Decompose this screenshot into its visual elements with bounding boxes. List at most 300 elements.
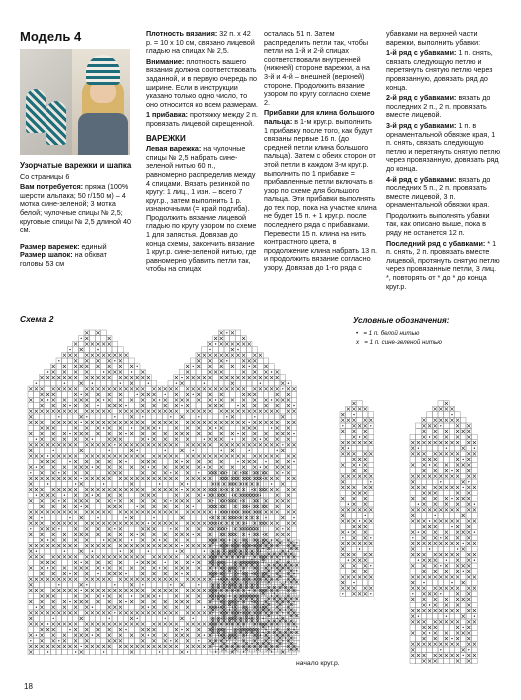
chart-cell <box>90 431 96 437</box>
stitch-teal <box>52 522 55 525</box>
chart-cell <box>368 434 374 440</box>
stitch-teal <box>40 460 43 463</box>
stitch-teal <box>186 494 189 497</box>
stitch-teal <box>52 454 55 457</box>
chart-cell <box>168 403 174 409</box>
stitch-teal <box>85 538 88 541</box>
stitch-teal <box>152 438 155 441</box>
chart-cell <box>280 425 286 431</box>
stitch-teal <box>96 488 99 491</box>
chart-cell <box>157 638 163 644</box>
chart-cell <box>78 352 84 358</box>
stitch-teal <box>152 410 155 413</box>
chart-cell <box>291 436 297 442</box>
stitch-teal <box>147 527 150 530</box>
stitch-teal <box>264 432 267 435</box>
stitch-teal <box>63 398 66 401</box>
stitch-teal <box>124 387 127 390</box>
chart-cell <box>34 448 40 454</box>
stitch-teal <box>186 510 189 513</box>
stitch-teal <box>175 527 178 530</box>
stitch-teal <box>186 376 189 379</box>
stitch-teal <box>119 376 122 379</box>
stitch-white <box>69 433 70 434</box>
stitch-white <box>103 371 104 372</box>
stitch-white <box>165 394 166 395</box>
chart-cell <box>118 515 124 521</box>
chart-cell <box>196 649 202 655</box>
stitch-teal <box>108 494 111 497</box>
stitch-white <box>97 517 98 518</box>
chart-cell <box>416 457 422 463</box>
chart-cell <box>202 347 208 353</box>
last-row-label: Последний ряд с убавками: <box>386 238 486 248</box>
stitch-teal <box>113 354 116 357</box>
stitch-white <box>181 461 182 462</box>
chart-cell <box>190 649 196 655</box>
stitch-teal <box>175 499 178 502</box>
stitch-teal <box>52 426 55 429</box>
stitch-teal <box>192 454 195 457</box>
note-text: плотность вашего вязания должна соответствовать заданной, и в первую очередь по ширине. Если в инструкции указано только одно число, то оно относится ко всем размерам. <box>146 56 258 109</box>
chart-cell <box>34 582 40 588</box>
stitch-teal <box>91 454 94 457</box>
stitch-teal <box>80 348 83 351</box>
stitch-teal <box>169 477 172 480</box>
stitch-teal <box>35 421 38 424</box>
chart-cell <box>28 627 34 633</box>
stitch-teal <box>197 443 200 446</box>
stitch-teal <box>40 533 43 536</box>
stitch-teal <box>119 454 122 457</box>
stitch-teal <box>164 443 167 446</box>
chart-cell <box>196 504 202 510</box>
stitch-teal <box>287 527 290 530</box>
stitch-white <box>282 528 283 529</box>
stitch-teal <box>180 482 183 485</box>
chart-cell <box>410 602 416 608</box>
stitch-teal <box>80 365 83 368</box>
stitch-teal <box>292 443 295 446</box>
chart-cell <box>196 604 202 610</box>
stitch-teal <box>52 398 55 401</box>
size-hat-label: Размер шапок: <box>20 250 73 260</box>
chart-cell <box>90 593 96 599</box>
chart-cell <box>134 464 140 470</box>
stitch-teal <box>63 510 66 513</box>
chart-cell <box>213 380 219 386</box>
chart-cell <box>168 560 174 566</box>
chart-cell <box>455 412 461 418</box>
chart-cell <box>90 397 96 403</box>
chart-cell <box>56 627 62 633</box>
chart-cell <box>421 546 427 552</box>
stitch-teal <box>175 438 178 441</box>
stitch-teal <box>276 426 279 429</box>
chart-cell <box>157 526 163 532</box>
chart-cell <box>346 479 352 485</box>
chart-cell <box>179 408 185 414</box>
stitch-teal <box>220 438 223 441</box>
chart-cell <box>466 613 472 619</box>
chart-cell <box>140 380 146 386</box>
stitch-teal <box>152 398 155 401</box>
chart-cell <box>224 397 230 403</box>
chart-cell <box>280 436 286 442</box>
chart-cell <box>190 582 196 588</box>
chart-cell <box>95 537 101 543</box>
chart-cell <box>449 513 455 519</box>
stitch-teal <box>96 454 99 457</box>
stitch-teal <box>147 410 150 413</box>
chart-cell <box>45 532 51 538</box>
chart-cell <box>427 479 433 485</box>
stitch-teal <box>203 410 206 413</box>
chart-cell <box>368 429 374 435</box>
chart-cell <box>45 588 51 594</box>
stitch-white <box>137 394 138 395</box>
chart-cell <box>157 604 163 610</box>
stitch-teal <box>29 421 32 424</box>
stitch-teal <box>253 370 256 373</box>
chart-cell <box>123 470 129 476</box>
chart-cell <box>78 576 84 582</box>
stitch-teal <box>85 331 88 334</box>
stitch-teal <box>46 494 49 497</box>
stitch-teal <box>180 398 183 401</box>
chart-cell <box>258 431 264 437</box>
chart-cell <box>449 434 455 440</box>
chart-cell <box>444 513 450 519</box>
stitch-teal <box>220 398 223 401</box>
chart-cell <box>34 414 40 420</box>
chart-cell <box>444 647 450 653</box>
stitch-white <box>125 461 126 462</box>
chart-cell <box>438 658 444 664</box>
chart-cell <box>101 515 107 521</box>
chart-cell <box>78 442 84 448</box>
stitch-teal <box>220 432 223 435</box>
chart-cell <box>95 380 101 386</box>
chart-cell <box>472 602 478 608</box>
chart-cell <box>346 546 352 552</box>
chart-cell <box>67 414 73 420</box>
stitch-teal <box>152 466 155 469</box>
chart-cell <box>202 459 208 465</box>
chart-cell <box>134 548 140 554</box>
chart-cell <box>34 459 40 465</box>
stitch-teal <box>231 382 234 385</box>
chart-cell <box>190 380 196 386</box>
stitch-teal <box>119 421 122 424</box>
chart-cell <box>112 425 118 431</box>
chart-cell <box>190 627 196 633</box>
stitch-teal <box>208 359 211 362</box>
stitch-white <box>237 433 238 434</box>
chart-cell <box>106 548 112 554</box>
stitch-teal <box>169 488 172 491</box>
stitch-teal <box>85 432 88 435</box>
stitch-teal <box>108 387 111 390</box>
stitch-teal <box>236 454 239 457</box>
stitch-teal <box>91 421 94 424</box>
stitch-teal <box>287 460 290 463</box>
stitch-teal <box>175 432 178 435</box>
chart-cell <box>78 492 84 498</box>
chart-cell <box>196 369 202 375</box>
chart-cell <box>460 608 466 614</box>
stitch-teal <box>141 533 144 536</box>
chart-cell <box>73 548 79 554</box>
stitch-teal <box>169 410 172 413</box>
chart-cell <box>438 412 444 418</box>
chart-cell <box>84 616 90 622</box>
chart-cell <box>39 414 45 420</box>
chart-cell <box>34 470 40 476</box>
stitch-teal <box>276 471 279 474</box>
chart-cell <box>56 436 62 442</box>
stitch-teal <box>141 538 144 541</box>
chart-cell <box>168 492 174 498</box>
chart-cell <box>112 448 118 454</box>
chart-cell <box>123 532 129 538</box>
stitch-teal <box>175 410 178 413</box>
stitch-white <box>226 332 227 333</box>
stitch-teal <box>186 398 189 401</box>
chart-cell <box>162 593 168 599</box>
chart-cell <box>90 369 96 375</box>
chart-cell <box>190 638 196 644</box>
stitch-teal <box>29 482 32 485</box>
stitch-teal <box>152 499 155 502</box>
chart-cell <box>123 364 129 370</box>
stitch-white <box>193 366 194 367</box>
stitch-white <box>47 399 48 400</box>
chart-cell <box>157 571 163 577</box>
chart-cell <box>444 546 450 552</box>
chart-cell <box>67 448 73 454</box>
stitch-teal <box>119 404 122 407</box>
chart-cell <box>62 448 68 454</box>
stitch-teal <box>141 370 144 373</box>
chart-cell <box>258 425 264 431</box>
stitch-teal <box>186 538 189 541</box>
chart-cell <box>34 515 40 521</box>
chart-cell <box>50 481 56 487</box>
chart-cell <box>274 515 280 521</box>
stitch-teal <box>225 454 228 457</box>
stitch-teal <box>169 421 172 424</box>
stitch-teal <box>85 376 88 379</box>
stitch-teal <box>57 443 60 446</box>
stitch-teal <box>147 494 150 497</box>
stitch-teal <box>208 460 211 463</box>
stitch-teal <box>152 533 155 536</box>
stitch-teal <box>85 443 88 446</box>
chart-cell <box>56 369 62 375</box>
chart-cell <box>168 459 174 465</box>
chart-cell <box>129 571 135 577</box>
chart-cell <box>190 397 196 403</box>
schema-title: Схема 2 <box>20 314 54 324</box>
stitch-teal <box>108 404 111 407</box>
chart-cell <box>179 560 185 566</box>
stitch-teal <box>29 398 32 401</box>
stitch-teal <box>287 426 290 429</box>
stitch-teal <box>208 365 211 368</box>
stitch-teal <box>40 466 43 469</box>
stitch-teal <box>175 466 178 469</box>
chart-cell <box>168 565 174 571</box>
chart-cell <box>246 347 252 353</box>
stitch-teal <box>85 454 88 457</box>
stitch-teal <box>208 438 211 441</box>
chart-cell <box>28 425 34 431</box>
chart-cell <box>123 560 129 566</box>
chart-cell <box>340 434 346 440</box>
chart-cell <box>202 565 208 571</box>
chart-cell <box>95 616 101 622</box>
chart-cell <box>134 397 140 403</box>
stitch-teal <box>124 510 127 513</box>
chart-cell <box>95 504 101 510</box>
chart-cell <box>34 532 40 538</box>
chart-cell <box>357 401 363 407</box>
chart-cell <box>449 423 455 429</box>
stitch-teal <box>40 432 43 435</box>
chart-cell <box>368 501 374 507</box>
chart-cell <box>351 479 357 485</box>
stitch-teal <box>108 376 111 379</box>
chart-cell <box>460 535 466 541</box>
stitch-teal <box>85 393 88 396</box>
chart-cell <box>62 459 68 465</box>
stitch-teal <box>242 404 245 407</box>
stitch-white <box>249 450 250 451</box>
chart-cell <box>101 448 107 454</box>
chart-cell <box>28 560 34 566</box>
stitch-teal <box>281 482 284 485</box>
stitch-teal <box>180 516 183 519</box>
chart-cell <box>252 347 258 353</box>
stitch-teal <box>180 533 183 536</box>
chart-cell <box>235 425 241 431</box>
stitch-teal <box>74 370 77 373</box>
stitch-white <box>36 495 37 496</box>
chart-cell <box>78 425 84 431</box>
stitch-teal <box>136 488 139 491</box>
stitch-teal <box>136 477 139 480</box>
stitch-teal <box>85 370 88 373</box>
stitch-white <box>58 500 59 501</box>
stitch-white <box>159 483 160 484</box>
chart-cell <box>196 537 202 543</box>
stitch-teal <box>80 432 83 435</box>
chart-cell <box>34 565 40 571</box>
chart-cell <box>90 649 96 655</box>
chart-cell <box>34 537 40 543</box>
chart-cell <box>112 599 118 605</box>
stitch-teal <box>96 510 99 513</box>
chart-cell <box>246 453 252 459</box>
stitch-teal <box>186 426 189 429</box>
chart-cell <box>84 548 90 554</box>
chart-cell <box>34 403 40 409</box>
chart-cell <box>421 479 427 485</box>
stitch-white <box>92 495 93 496</box>
chart-cell <box>90 364 96 370</box>
chart-cell <box>190 498 196 504</box>
chart-cell <box>123 498 129 504</box>
stitch-white <box>170 416 171 417</box>
stitch-teal <box>130 482 133 485</box>
stitch-teal <box>231 415 234 418</box>
chart-cell <box>28 492 34 498</box>
stitch-teal <box>203 454 206 457</box>
chart-cell <box>78 386 84 392</box>
chart-cell <box>84 448 90 454</box>
chart-cell <box>56 604 62 610</box>
chart-cell <box>190 403 196 409</box>
chart-cell <box>190 604 196 610</box>
stitch-teal <box>96 421 99 424</box>
stitch-teal <box>164 454 167 457</box>
chart-cell <box>73 380 79 386</box>
chart-cell <box>202 403 208 409</box>
chart-cell <box>190 436 196 442</box>
stitch-teal <box>248 376 251 379</box>
stitch-teal <box>68 522 71 525</box>
stitch-teal <box>276 522 279 525</box>
chart-cell <box>269 431 275 437</box>
chart-cell <box>449 457 455 463</box>
chart-cell <box>112 565 118 571</box>
stitch-teal <box>242 438 245 441</box>
chart-cell <box>134 638 140 644</box>
chart-cell <box>438 445 444 451</box>
stitch-teal <box>108 421 111 424</box>
stitch-white <box>131 539 132 540</box>
chart-cell <box>45 431 51 437</box>
stitch-teal <box>152 527 155 530</box>
chart-cell <box>28 604 34 610</box>
stitch-white <box>226 472 227 473</box>
chart-cell <box>432 613 438 619</box>
stitch-teal <box>141 460 144 463</box>
chart-cell <box>416 647 422 653</box>
stitch-teal <box>108 522 111 525</box>
chart-cell <box>50 649 56 655</box>
chart-cell <box>368 462 374 468</box>
chart-cell <box>416 513 422 519</box>
stitch-teal <box>292 387 295 390</box>
stitch-teal <box>91 410 94 413</box>
stitch-teal <box>208 443 211 446</box>
stitch-teal <box>175 522 178 525</box>
stitch-teal <box>231 387 234 390</box>
chart-cell <box>252 448 258 454</box>
chart-cell <box>432 580 438 586</box>
stitch-teal <box>119 443 122 446</box>
chart-cell <box>202 649 208 655</box>
chart-cell <box>34 498 40 504</box>
stitch-teal <box>220 393 223 396</box>
chart-cell <box>291 392 297 398</box>
row3-text: 1 п. в орнаментальной обвязке края, 1 п. снять, связать следующую петлю и перетянуть снятую петлю через провязанную, довязать ряд до конца. <box>386 120 500 173</box>
chart-cell <box>218 347 224 353</box>
thumb-chart-right <box>410 401 477 664</box>
chart-cell <box>162 414 168 420</box>
